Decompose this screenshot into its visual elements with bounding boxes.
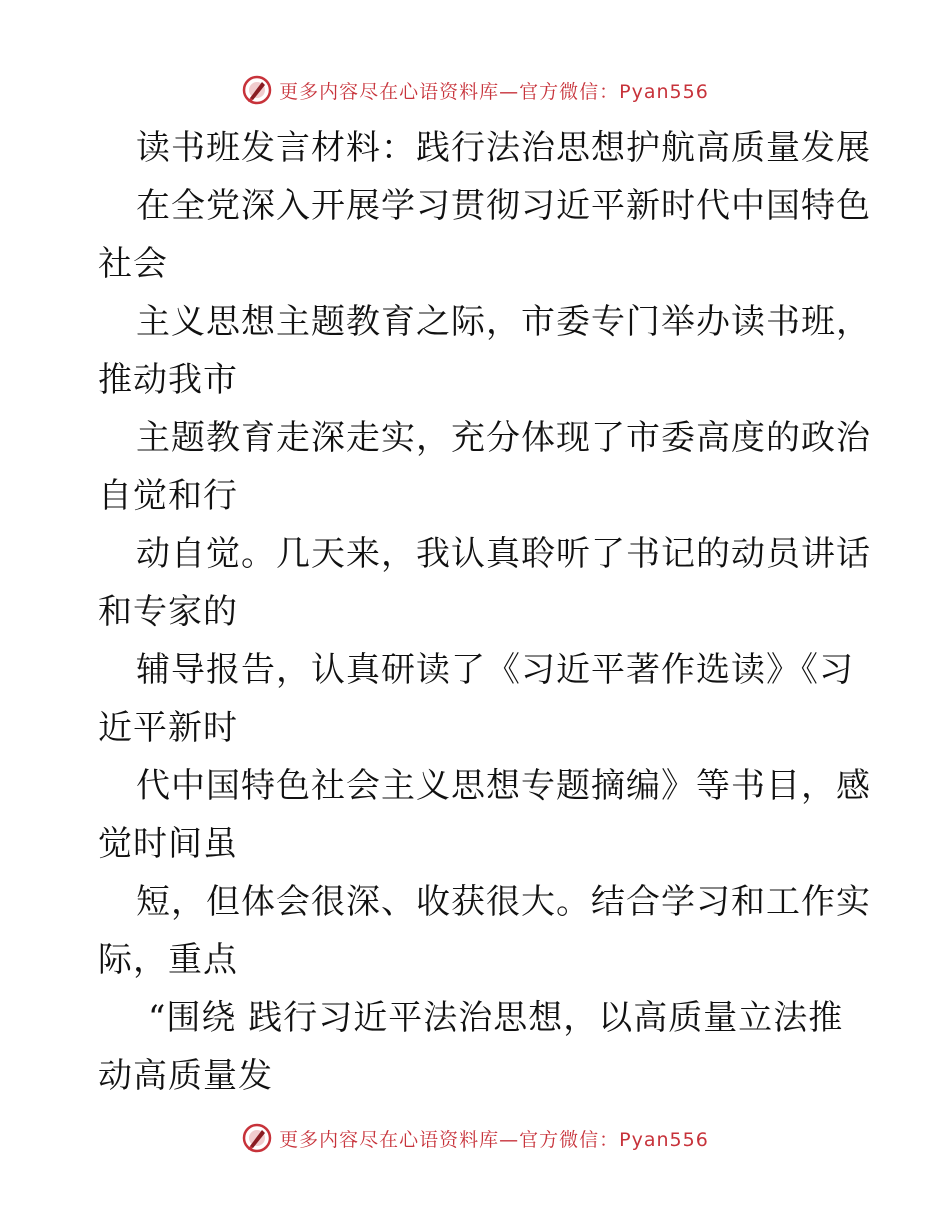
watermark-handle: Pyan556 (619, 80, 709, 103)
paragraph-line: 动高质量发 (98, 1056, 273, 1096)
paragraph-line: 代中国特色社会主义思想专题摘编》等书目，感 (136, 766, 871, 806)
paragraph-line: 自觉和行 (98, 476, 238, 516)
paragraph-line: 和专家的 (98, 592, 238, 632)
paragraph-line: 主题教育走深走实，充分体现了市委高度的政治 (136, 418, 871, 458)
watermark-text: 更多内容尽在心语资料库—官方微信：Pyan556 (279, 1128, 709, 1151)
paragraph-line: 辅导报告，认真研读了《习近平著作选读》《习 (136, 650, 854, 690)
paragraph-line: “围绕 践行习近平法治思想，以高质量立法推 (148, 998, 844, 1038)
paragraph-line: 际，重点 (98, 940, 238, 980)
footer-watermark (0, 1120, 950, 1156)
watermark-handle: Pyan556 (619, 1128, 709, 1151)
paragraph-line: 动自觉。几天来，我认真聆听了书记的动员讲话 (136, 534, 871, 574)
pen-logo-icon (241, 1122, 273, 1154)
document-title: 读书班发言材料：践行法治思想护航高质量发展 (136, 128, 871, 168)
paragraph-line: 社会 (98, 244, 168, 284)
paragraph-line: 主义思想主题教育之际，市委专门举办读书班， (136, 302, 871, 342)
paragraph-line: 近平新时 (98, 708, 238, 748)
paragraph-line: 推动我市 (98, 360, 238, 400)
paragraph-line: 短，但体会很深、收获很大。结合学习和工作实 (136, 882, 871, 922)
watermark-text: 更多内容尽在心语资料库—官方微信：Pyan556 (279, 80, 709, 103)
paragraph-line: 觉时间虽 (98, 824, 238, 864)
paragraph-line: 在全党深入开展学习贯彻习近平新时代中国特色 (136, 186, 871, 226)
